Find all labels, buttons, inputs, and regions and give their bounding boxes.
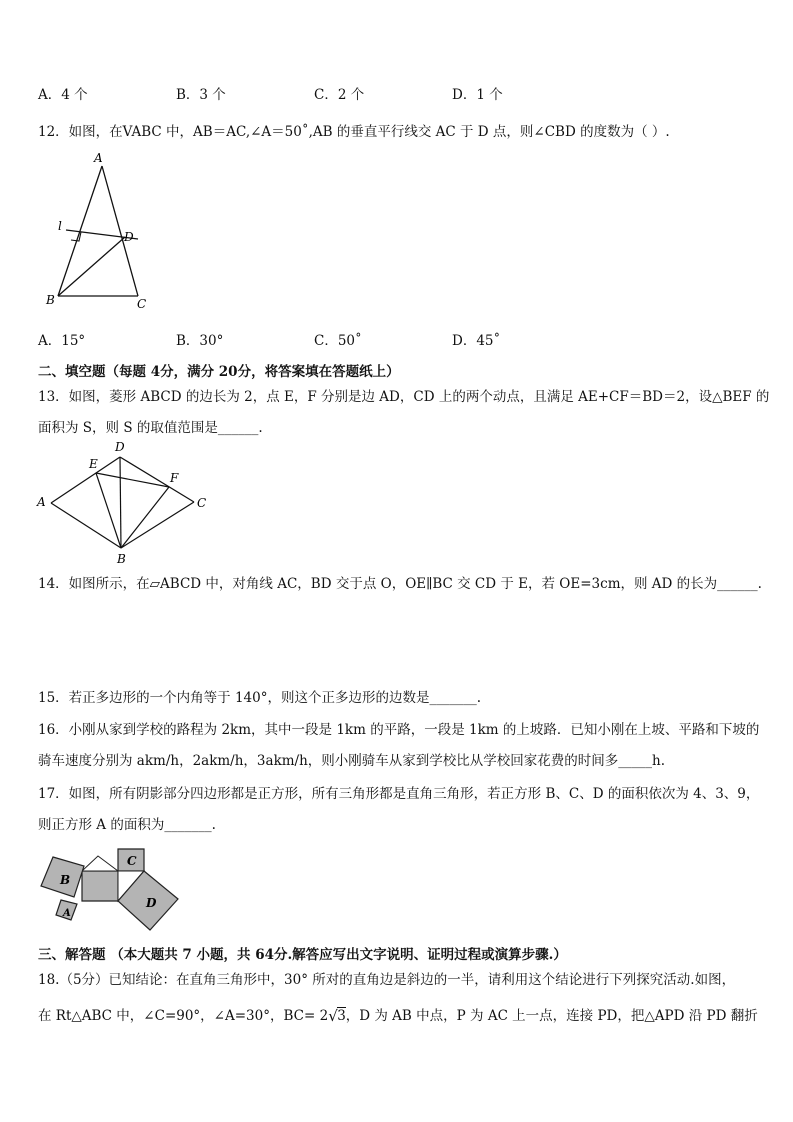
q12-text: 12．如图，在VABC 中，AB＝AC,∠A＝50˚,AB 的垂直平行线交 AC 于 D 点，则∠CBD 的度数为（ ）. (38, 124, 670, 140)
q12-label-c: C (137, 297, 147, 311)
q18-text-line2 (38, 1004, 758, 1024)
q18-text-line1: 18.（5分）已知结论：在直角三角形中，30° 所对的直角边是斜边的一半，请利用这个结论进行下列探究活动.如图， (38, 972, 736, 988)
section-2-heading: 二、填空题（每题 4分，满分 20分，将答案填在答题纸上） (38, 364, 400, 380)
q13-text-line1: 13．如图，菱形 ABCD 的边长为 2，点 E，F 分别是边 AD，CD 上的两个动点，且满足 AE+CF＝BD＝2，设△BEF 的 (38, 389, 770, 405)
q17-squares-figure (36, 842, 186, 940)
q17-label-b: B (60, 873, 71, 887)
q17-label-d: D (146, 896, 157, 910)
q17-center-square (82, 871, 118, 901)
q14-text: 14．如图所示，在▱ABCD 中，对角线 AC，BD 交于点 O，OE∥BC 交 CD 于 E，若 OE=3cm，则 AD 的长为______. (38, 576, 762, 592)
sqrt-sign-icon: √ (328, 1007, 338, 1025)
q17-text-line2: 则正方形 A 的面积为_______. (38, 817, 216, 833)
q13-label-d: D (115, 440, 125, 454)
q16-text-line2: 骑车速度分别为 akm/h，2akm/h，3akm/h，则小刚骑车从家到学校比从学校回家花费的时间多_____h. (38, 753, 666, 769)
q18-text-line2-start: 在 Rt△ABC 中，∠C=90°，∠A=30°，BC= 2 (38, 1008, 329, 1024)
q17-text-line1: 17．如图，所有阴影部分四边形都是正方形，所有三角形都是直角三角形，若正方形 B、C、D 的面积依次为 4、3、9， (38, 786, 760, 802)
q17-label-a: A (63, 908, 71, 919)
q18-sqrt-radicand: 3 (337, 1008, 346, 1024)
q12-label-d: D (124, 230, 134, 244)
q11-option-a: A．4 个 (38, 87, 88, 103)
q12-label-l: l (58, 219, 62, 233)
q13-rhombus-figure (35, 438, 215, 570)
q12-label-a: A (94, 151, 103, 165)
q13-label-b: B (117, 552, 126, 566)
q12-option-a: A．15° (38, 333, 86, 349)
q15-text: 15．若正多边形的一个内角等于 140°，则这个正多边形的边数是_______. (38, 690, 482, 706)
q12-option-d: D．45˚ (452, 333, 501, 349)
q13-label-a: A (37, 495, 46, 509)
q18-sqrt (328, 1008, 346, 1024)
q12-triangle-figure (38, 148, 178, 318)
section-3-heading: 三、解答题 （本大题共 7 小题，共 64分.解答应写出文字说明、证明过程或演算步骤.） (38, 947, 567, 963)
q11-option-d: D．1 个 (452, 87, 503, 103)
q17-triangle-top-left (82, 856, 118, 871)
q18-text-line2-end: ，D 为 AB 中点，P 为 AC 上一点，连接 PD，把△APD 沿 PD 翻折 (345, 1008, 758, 1024)
q11-option-b: B．3 个 (176, 87, 226, 103)
q12-label-b: B (46, 293, 55, 307)
q12-option-c: C．50˚ (314, 333, 362, 349)
q13-label-e: E (89, 457, 98, 471)
q12-option-b: B．30° (176, 333, 224, 349)
q17-label-c: C (127, 854, 137, 868)
q13-text-line2: 面积为 S，则 S 的取值范围是______. (38, 420, 263, 436)
q13-label-c: C (197, 496, 207, 510)
q13-label-f: F (170, 471, 179, 485)
q16-text-line1: 16．小刚从家到学校的路程为 2km，其中一段是 1km 的平路，一段是 1km 的上坡路．已知小刚在上坡、平路和下坡的 (38, 722, 760, 738)
q11-option-c: C．2 个 (314, 87, 365, 103)
